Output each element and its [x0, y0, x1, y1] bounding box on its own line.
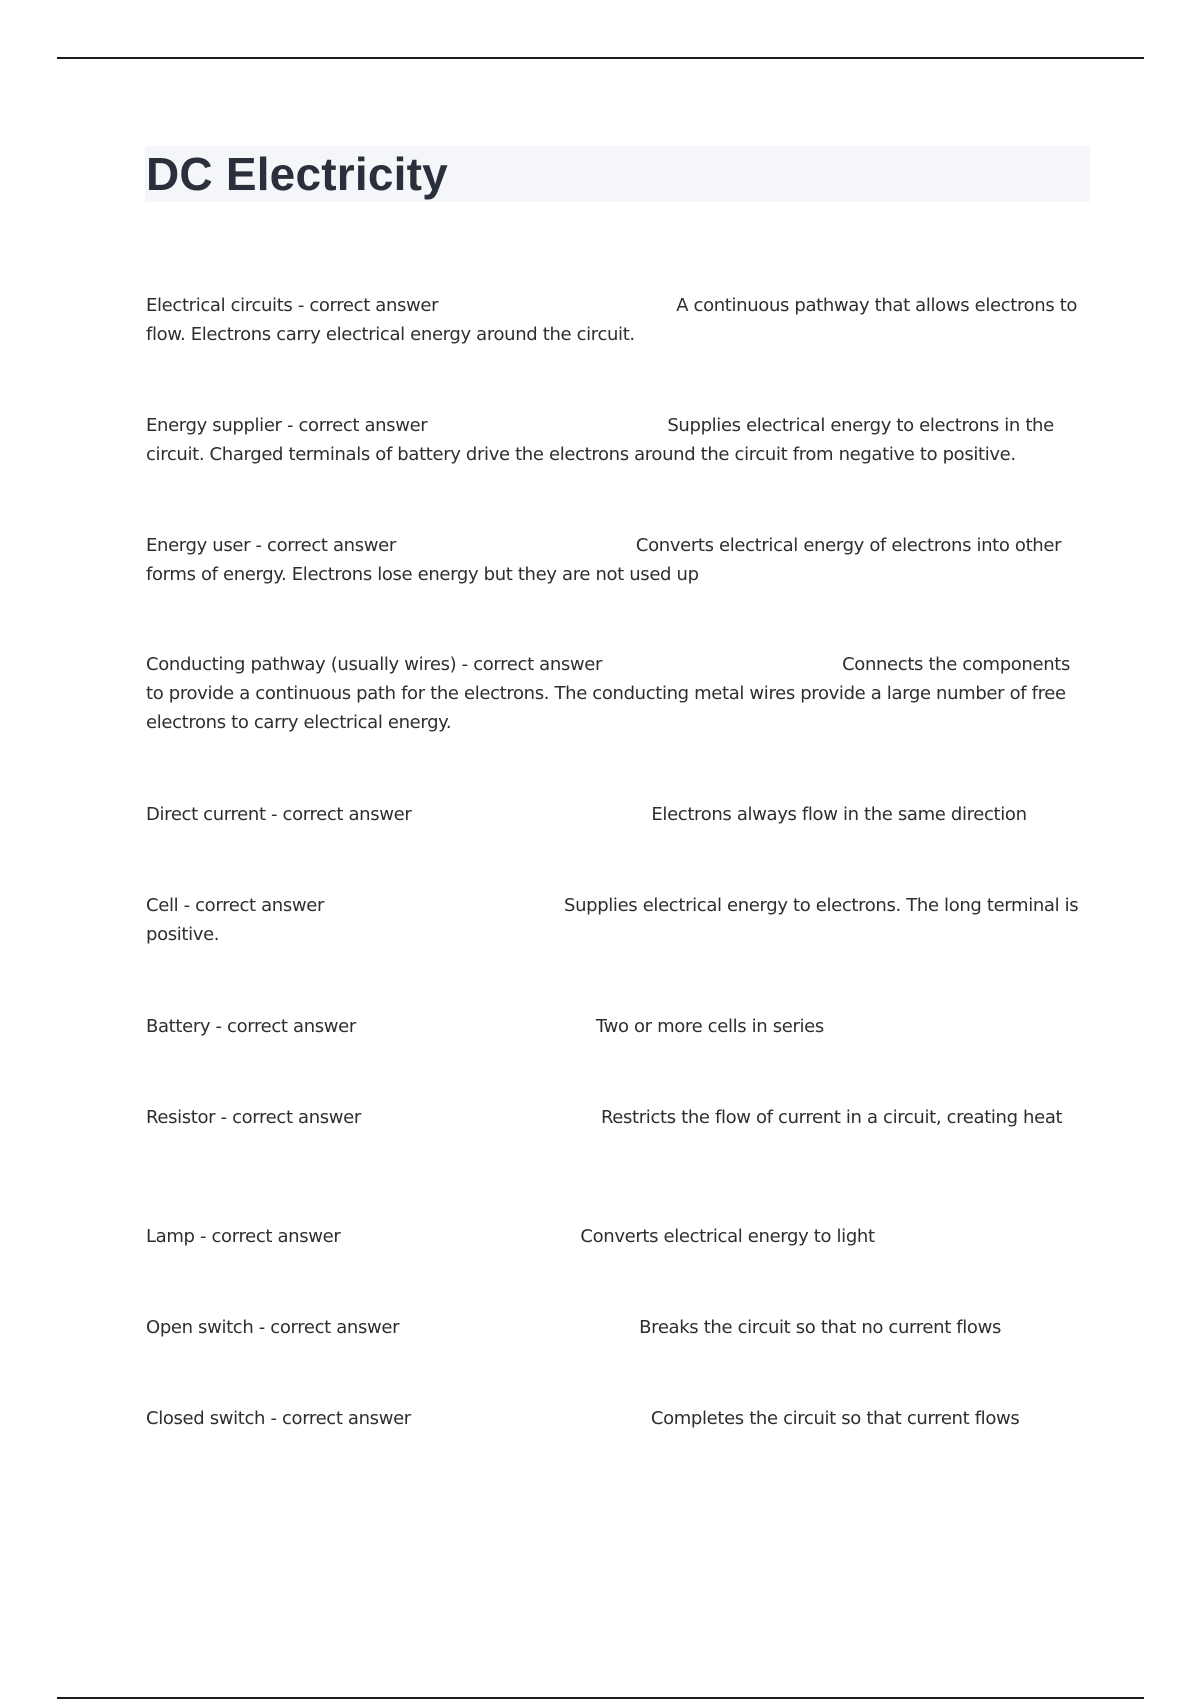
entry-term: Resistor - correct answer: [146, 1107, 361, 1128]
entry-energy-supplier: [146, 411, 1091, 469]
entry-definition: Supplies electrical energy to electrons in the circuit. Charged terminals of battery drive the electrons around the circuit from negative to positive.: [146, 415, 1054, 465]
entry-definition: Supplies electrical energy to electrons. The long terminal is positive.: [146, 895, 1079, 945]
entry-term: Conducting pathway (usually wires) - correct answer: [146, 654, 603, 675]
entry-definition: Converts electrical energy of electrons into other forms of energy. Electrons lose energy but they are not used up: [146, 535, 1062, 585]
entry-term: Lamp - correct answer: [146, 1226, 341, 1247]
entry-definition: Restricts the flow of current in a circuit, creating heat: [600, 1107, 1063, 1128]
entry-electrical-circuits: [146, 291, 1091, 349]
entry-lamp: [146, 1222, 1091, 1251]
entry-definition: Converts electrical energy to light: [580, 1226, 875, 1247]
footer-rule: [57, 1697, 1144, 1699]
header-rule: [57, 57, 1144, 59]
entry-conducting-pathway: [146, 650, 1091, 737]
entry-battery: [146, 1012, 1091, 1041]
entry-direct-current: [146, 800, 1091, 829]
entry-term: Cell - correct answer: [146, 895, 324, 916]
entry-term: Energy user - correct answer: [146, 535, 396, 556]
entry-definition: Connects the components to provide a continuous path for the electrons. The conducting metal wires provide a large number of free electrons to carry electrical energy.: [146, 654, 1071, 733]
entry-definition: Completes the circuit so that current flows: [650, 1408, 1020, 1429]
page-title: DC Electricity: [146, 148, 448, 200]
entry-term: Closed switch - correct answer: [146, 1408, 411, 1429]
entry-definition: Breaks the circuit so that no current flows: [639, 1317, 1001, 1338]
entry-definition: Two or more cells in series: [595, 1016, 824, 1037]
entry-term: Battery - correct answer: [146, 1016, 356, 1037]
entry-term: Direct current - correct answer: [146, 804, 412, 825]
entry-resistor: [146, 1103, 1091, 1132]
entry-term: Energy supplier - correct answer: [146, 415, 428, 436]
entry-definition: Electrons always flow in the same direction: [651, 804, 1027, 825]
entry-cell: [146, 891, 1091, 949]
entry-energy-user: [146, 531, 1091, 589]
entry-definition: A continuous pathway that allows electrons to flow. Electrons carry electrical energy around the circuit.: [146, 295, 1078, 345]
entry-term: Electrical circuits - correct answer: [146, 295, 439, 316]
entry-closed-switch: [146, 1404, 1091, 1433]
entry-open-switch: [146, 1313, 1091, 1342]
entry-term: Open switch - correct answer: [146, 1317, 400, 1338]
